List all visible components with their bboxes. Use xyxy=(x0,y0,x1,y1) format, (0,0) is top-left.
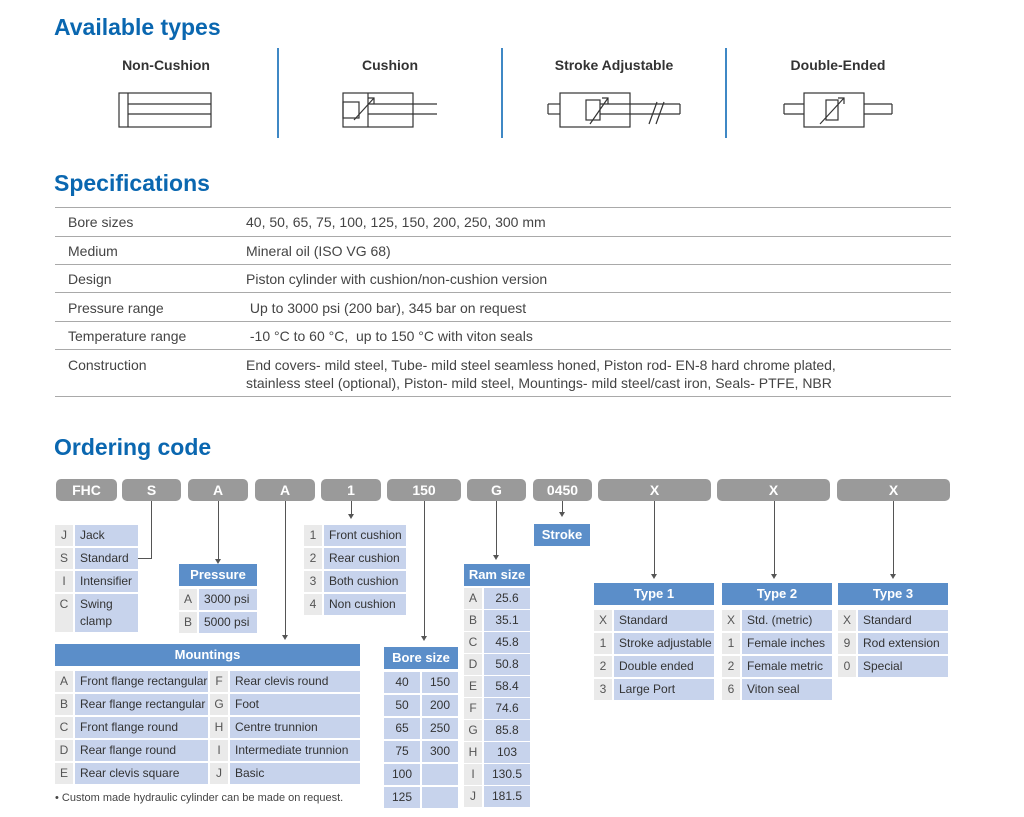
spec-value-pressure-range: Up to 3000 psi (200 bar), 345 bar on request xyxy=(246,300,527,316)
code-pill-stroke: 0450 xyxy=(533,479,592,501)
type2-code: 1 xyxy=(722,633,740,654)
bore-size-value: 75 xyxy=(384,741,420,762)
bore-size-value xyxy=(422,764,458,785)
type3-label: Standard xyxy=(858,610,948,631)
bore-size-value: 125 xyxy=(384,787,420,808)
ram-value: 25.6 xyxy=(484,588,530,609)
spec-value-construction-line2: stainless steel (optional), Piston- mild steel, Mountings- mild steel/cast iron, Seals- PTFE, NBR xyxy=(246,375,832,391)
type2-label: Viton seal xyxy=(742,679,832,700)
mounting-code: I xyxy=(210,740,228,761)
ram-code: A xyxy=(464,588,482,609)
ram-value: 130.5 xyxy=(484,764,530,785)
jack-label: Standard xyxy=(75,548,138,569)
bore-size-value: 200 xyxy=(422,695,458,716)
specifications-title: Specifications xyxy=(54,170,210,196)
stroke-adjustable-symbol-icon xyxy=(546,90,686,130)
custom-note: • Custom made hydraulic cylinder can be made on request. xyxy=(55,792,344,804)
spec-divider xyxy=(55,396,951,397)
type1-code: X xyxy=(594,610,612,631)
mounting-code: J xyxy=(210,763,228,784)
pressure-code: B xyxy=(179,612,197,633)
bore-size-value: 50 xyxy=(384,695,420,716)
ram-code: F xyxy=(464,698,482,719)
spec-divider xyxy=(55,236,951,237)
ram-code: C xyxy=(464,632,482,653)
ram-code: I xyxy=(464,764,482,785)
type1-label: Standard xyxy=(614,610,714,631)
mounting-label: Rear flange rectangular xyxy=(75,694,208,715)
ram-value: 103 xyxy=(484,742,530,763)
jack-label: Intensifier xyxy=(75,571,138,592)
mounting-label: Basic xyxy=(230,763,360,784)
type3-code: X xyxy=(838,610,856,631)
double-ended-symbol-icon xyxy=(782,90,897,130)
bore-size-value: 40 xyxy=(384,672,420,693)
mounting-label: Intermediate trunnion xyxy=(230,740,360,761)
spec-value-bore-sizes: 40, 50, 65, 75, 100, 125, 150, 200, 250, 300 mm xyxy=(246,214,546,230)
mounting-label: Centre trunnion xyxy=(230,717,360,738)
spec-label-construction: Construction xyxy=(68,357,147,373)
spec-divider xyxy=(55,292,951,293)
ram-code: B xyxy=(464,610,482,631)
mounting-label: Front flange rectangular xyxy=(75,671,208,692)
type2-label: Female inches xyxy=(742,633,832,654)
jack-label xyxy=(75,594,138,632)
code-pill-type3: X xyxy=(837,479,950,501)
connector-line xyxy=(138,558,152,559)
type1-code: 2 xyxy=(594,656,612,677)
spec-label-bore-sizes: Bore sizes xyxy=(68,214,134,230)
ordering-code-title: Ordering code xyxy=(54,434,212,460)
spec-value-medium: Mineral oil (ISO VG 68) xyxy=(246,243,391,259)
type-separator xyxy=(501,48,503,138)
ram-value: 50.8 xyxy=(484,654,530,675)
spec-label-medium: Medium xyxy=(68,243,118,259)
mounting-code: F xyxy=(210,671,228,692)
spec-divider xyxy=(55,207,951,208)
cushion-code: 1 xyxy=(304,525,322,546)
pressure-header: Pressure xyxy=(179,564,257,586)
pressure-code: A xyxy=(179,589,197,610)
bore-size-header: Bore size xyxy=(384,647,458,669)
custom-note-text: Custom made hydraulic cylinder can be made on request. xyxy=(61,792,344,804)
bore-size-value: 250 xyxy=(422,718,458,739)
mounting-label: Foot xyxy=(230,694,360,715)
ram-code: J xyxy=(464,786,482,807)
mounting-code: A xyxy=(55,671,73,692)
mounting-code: C xyxy=(55,717,73,738)
mounting-code: H xyxy=(210,717,228,738)
connector-line xyxy=(285,501,286,636)
jack-code: C xyxy=(55,594,73,632)
arrow-icon xyxy=(348,514,354,519)
ram-code: D xyxy=(464,654,482,675)
type-label-cushion: Cushion xyxy=(362,57,418,73)
spec-value-construction: End covers- mild steel, Tube- mild steel seamless honed, Piston rod- EN-8 hard chrome plated, xyxy=(246,357,836,373)
connector-line xyxy=(151,501,152,559)
mounting-code: B xyxy=(55,694,73,715)
code-pill-mounting: A xyxy=(255,479,315,501)
ram-value: 85.8 xyxy=(484,720,530,741)
mounting-label: Rear clevis round xyxy=(230,671,360,692)
spec-value-temperature-range: -10 °C to 60 °C, up to 150 °C with viton seals xyxy=(246,328,533,344)
type-label-stroke-adjustable: Stroke Adjustable xyxy=(554,57,674,73)
type1-header: Type 1 xyxy=(594,583,714,605)
type-separator xyxy=(725,48,727,138)
cushion-code: 2 xyxy=(304,548,322,569)
bore-size-value xyxy=(422,787,458,808)
ram-value: 181.5 xyxy=(484,786,530,807)
cushion-label: Non cushion xyxy=(324,594,406,615)
spec-divider xyxy=(55,264,951,265)
cushion-label: Both cushion xyxy=(324,571,406,592)
connector-line xyxy=(774,501,775,575)
cushion-code: 4 xyxy=(304,594,322,615)
connector-line xyxy=(496,501,497,556)
arrow-icon xyxy=(890,574,896,579)
spec-divider xyxy=(55,321,951,322)
code-pill-type1: X xyxy=(598,479,711,501)
pressure-label: 5000 psi xyxy=(199,612,257,633)
stroke-header: Stroke xyxy=(534,524,590,546)
type-label-non-cushion: Non-Cushion xyxy=(122,57,210,73)
spec-label-temperature-range: Temperature range xyxy=(68,328,187,344)
jack-label-line2: clamp xyxy=(80,614,113,628)
mounting-label: Rear clevis square xyxy=(75,763,208,784)
connector-line xyxy=(424,501,425,637)
type3-code: 9 xyxy=(838,633,856,654)
pressure-label: 3000 psi xyxy=(199,589,257,610)
ram-value: 74.6 xyxy=(484,698,530,719)
bore-size-value: 300 xyxy=(422,741,458,762)
non-cushion-symbol-icon xyxy=(116,90,216,130)
type2-code: X xyxy=(722,610,740,631)
bore-size-value: 65 xyxy=(384,718,420,739)
jack-code: J xyxy=(55,525,73,546)
ram-code: G xyxy=(464,720,482,741)
connector-line xyxy=(893,501,894,575)
mounting-label: Front flange round xyxy=(75,717,208,738)
ram-value: 58.4 xyxy=(484,676,530,697)
type1-label: Stroke adjustable xyxy=(614,633,714,654)
code-pill-type2: X xyxy=(717,479,830,501)
mounting-code: E xyxy=(55,763,73,784)
connector-line xyxy=(654,501,655,575)
mounting-code: D xyxy=(55,740,73,761)
code-pill-pressure: A xyxy=(188,479,248,501)
type2-code: 2 xyxy=(722,656,740,677)
cushion-label: Front cushion xyxy=(324,525,406,546)
jack-code: S xyxy=(55,548,73,569)
arrow-icon xyxy=(493,555,499,560)
ram-code: E xyxy=(464,676,482,697)
ram-size-header: Ram size xyxy=(464,564,530,586)
code-pill-ram: G xyxy=(467,479,526,501)
spec-value-design: Piston cylinder with cushion/non-cushion version xyxy=(246,271,548,287)
spec-label-pressure-range: Pressure range xyxy=(68,300,164,316)
code-pill-fhc: FHC xyxy=(56,479,117,501)
type-separator xyxy=(277,48,279,138)
available-types-title: Available types xyxy=(54,14,221,40)
jack-label-line1: Swing xyxy=(80,597,113,611)
type1-code: 1 xyxy=(594,633,612,654)
jack-label: Jack xyxy=(75,525,138,546)
type2-code: 6 xyxy=(722,679,740,700)
cushion-label: Rear cushion xyxy=(324,548,406,569)
type2-header: Type 2 xyxy=(722,583,832,605)
type1-code: 3 xyxy=(594,679,612,700)
mounting-label: Rear flange round xyxy=(75,740,208,761)
arrow-icon xyxy=(771,574,777,579)
jack-code: I xyxy=(55,571,73,592)
bore-size-value: 100 xyxy=(384,764,420,785)
type2-label: Female metric xyxy=(742,656,832,677)
bore-size-value: 150 xyxy=(422,672,458,693)
ram-value: 45.8 xyxy=(484,632,530,653)
spec-divider xyxy=(55,349,951,350)
type-label-double-ended: Double-Ended xyxy=(790,57,886,73)
type1-label: Double ended xyxy=(614,656,714,677)
arrow-icon xyxy=(421,636,427,641)
type3-header: Type 3 xyxy=(838,583,948,605)
type3-label: Special xyxy=(858,656,948,677)
code-pill-cushion: 1 xyxy=(321,479,381,501)
ram-value: 35.1 xyxy=(484,610,530,631)
connector-line xyxy=(351,501,352,515)
mounting-code: G xyxy=(210,694,228,715)
ram-code: H xyxy=(464,742,482,763)
mountings-header: Mountings xyxy=(55,644,360,666)
type3-code: 0 xyxy=(838,656,856,677)
type3-label: Rod extension xyxy=(858,633,948,654)
cushion-code: 3 xyxy=(304,571,322,592)
cushion-symbol-icon xyxy=(340,90,440,130)
code-pill-bore: 150 xyxy=(387,479,461,501)
arrow-icon xyxy=(282,635,288,640)
spec-label-design: Design xyxy=(68,271,112,287)
arrow-icon xyxy=(559,512,565,517)
type2-label: Std. (metric) xyxy=(742,610,832,631)
arrow-icon xyxy=(651,574,657,579)
type1-label: Large Port xyxy=(614,679,714,700)
connector-line xyxy=(218,501,219,560)
code-pill-jack: S xyxy=(122,479,181,501)
